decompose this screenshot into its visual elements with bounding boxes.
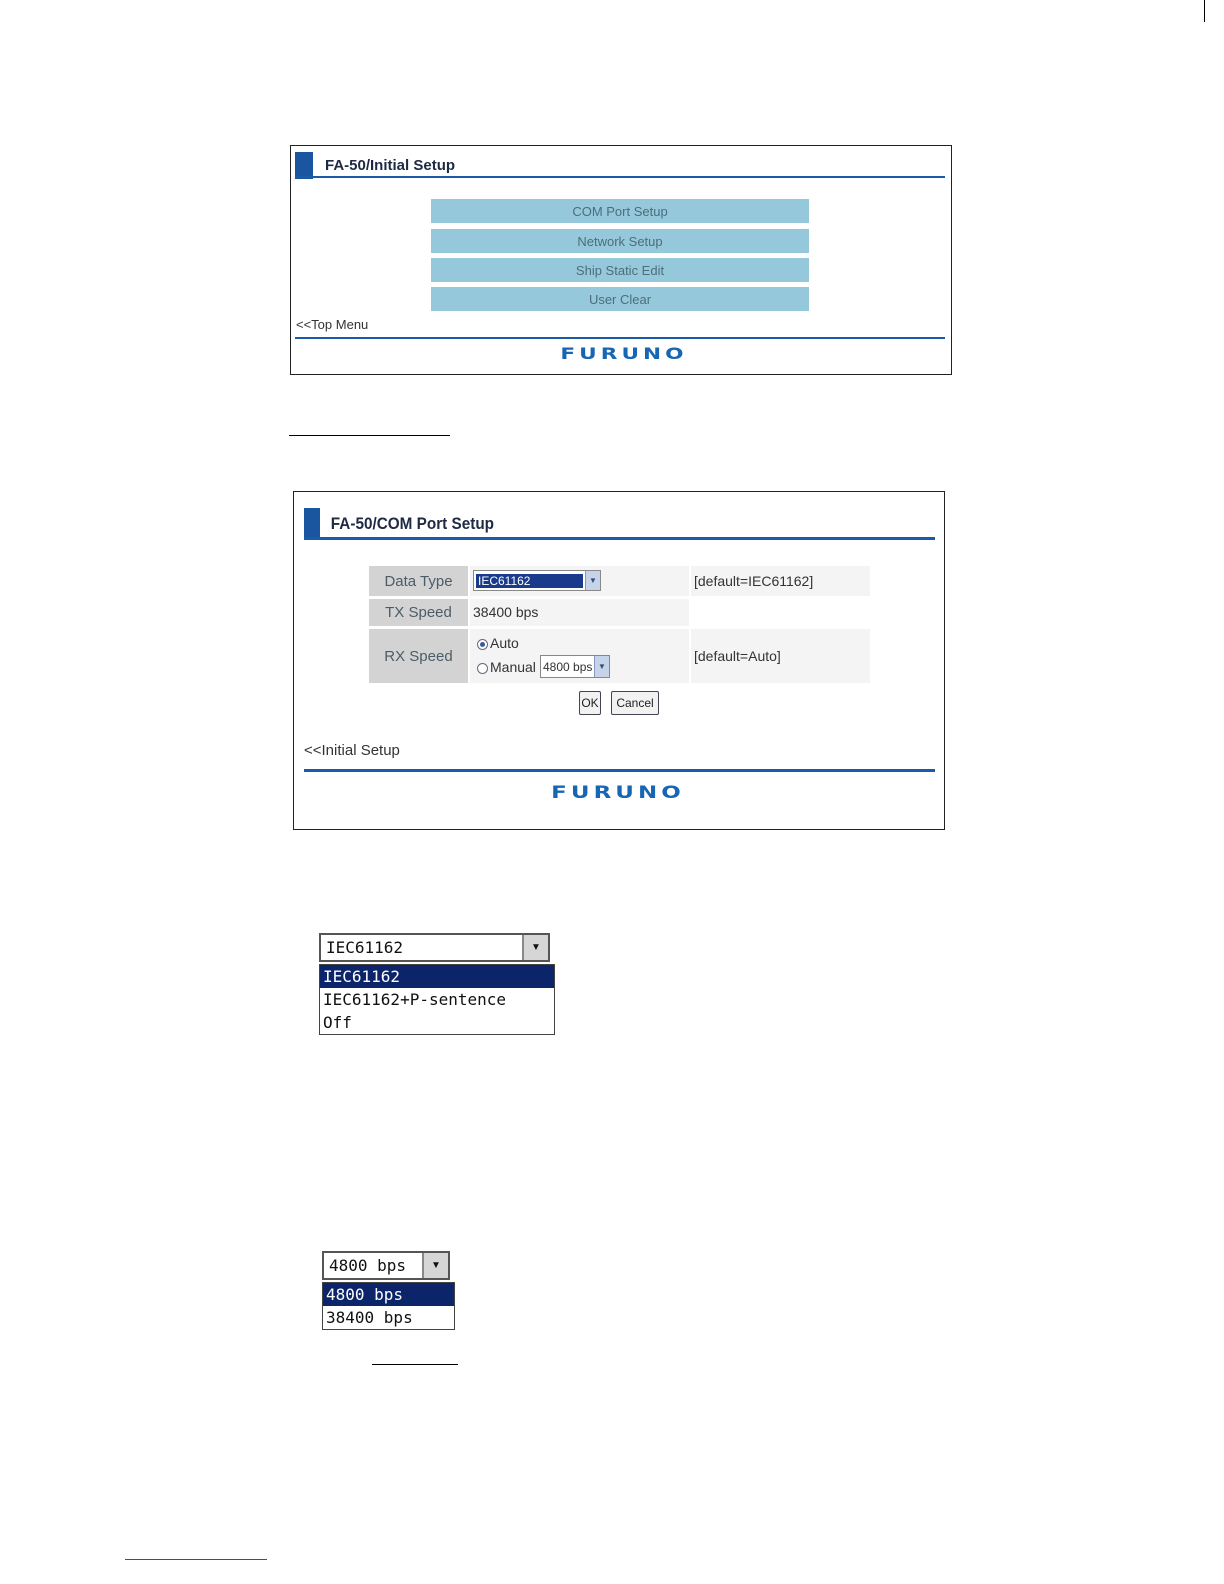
cancel-button[interactable]: Cancel [611, 691, 659, 715]
initial-setup-panel [290, 145, 952, 375]
underline-mark [125, 1559, 267, 1560]
rx-speed-select[interactable] [540, 655, 610, 678]
underline-mark [289, 435, 450, 436]
data-type-dropdown-value: IEC61162 [326, 938, 404, 957]
dropdown-arrow-icon[interactable]: ▼ [422, 1253, 448, 1278]
dropdown-arrow-icon[interactable]: ▼ [522, 935, 548, 960]
footer-rule [304, 769, 935, 772]
data-type-dropdown-list [319, 964, 555, 1035]
dropdown-option-4800-bps[interactable]: 4800 bps [323, 1283, 454, 1306]
network-setup-button[interactable]: Network Setup [431, 229, 809, 253]
footer-rule [295, 337, 945, 339]
dropdown-arrow-icon[interactable]: ▼ [594, 656, 609, 677]
rx-auto-radio[interactable] [477, 639, 488, 650]
page-edge-line [1204, 0, 1205, 22]
data-type-default: [default=IEC61162] [694, 573, 814, 589]
rx-speed-dropdown-value: 4800 bps [329, 1256, 407, 1275]
page-title: FA-50/Initial Setup [325, 157, 456, 174]
furuno-logo: FURUNO [551, 783, 685, 803]
user-clear-button[interactable]: User Clear [431, 287, 809, 311]
data-type-select-value: IEC61162 [476, 574, 583, 588]
ship-static-edit-button[interactable]: Ship Static Edit [431, 258, 809, 282]
header-accent-block [295, 152, 313, 179]
tx-speed-label: TX Speed [369, 599, 468, 626]
top-menu-link[interactable]: <<Top Menu [296, 317, 369, 332]
furuno-logo: FURUNO [560, 344, 688, 363]
dropdown-option-iec61162-p-sentence[interactable]: IEC61162+P-sentence [323, 990, 507, 1009]
rx-manual-radio[interactable] [477, 663, 488, 674]
dropdown-option-38400-bps[interactable]: 38400 bps [326, 1308, 413, 1327]
data-type-select[interactable] [473, 570, 601, 591]
data-type-label: Data Type [369, 566, 468, 596]
header-accent-block [304, 508, 320, 539]
rx-speed-default: [default=Auto] [694, 648, 781, 664]
rx-auto-label: Auto [490, 635, 519, 651]
initial-setup-link[interactable]: <<Initial Setup [304, 742, 400, 759]
com-port-setup-button[interactable]: COM Port Setup [431, 199, 809, 223]
rx-speed-dropdown-list [322, 1282, 455, 1330]
rx-speed-select-value: 4800 bps [543, 659, 593, 674]
page-title: FA-50/COM Port Setup [330, 513, 495, 533]
header-rule [295, 176, 945, 178]
data-type-dropdown-select[interactable] [319, 933, 550, 962]
tx-speed-value: 38400 bps [473, 604, 539, 620]
dropdown-option-off[interactable]: Off [323, 1013, 352, 1032]
rx-speed-label: RX Speed [369, 629, 468, 683]
dropdown-option-iec61162[interactable]: IEC61162 [320, 965, 554, 988]
panel-header [295, 152, 945, 179]
dropdown-arrow-icon[interactable]: ▼ [585, 571, 600, 590]
underline-mark [372, 1364, 458, 1365]
panel-header [304, 508, 935, 539]
rx-manual-label: Manual [490, 659, 536, 675]
rx-speed-dropdown-select[interactable] [322, 1251, 450, 1280]
header-rule [304, 537, 935, 540]
com-port-setup-panel [293, 491, 945, 830]
ok-button[interactable]: OK [579, 691, 601, 715]
